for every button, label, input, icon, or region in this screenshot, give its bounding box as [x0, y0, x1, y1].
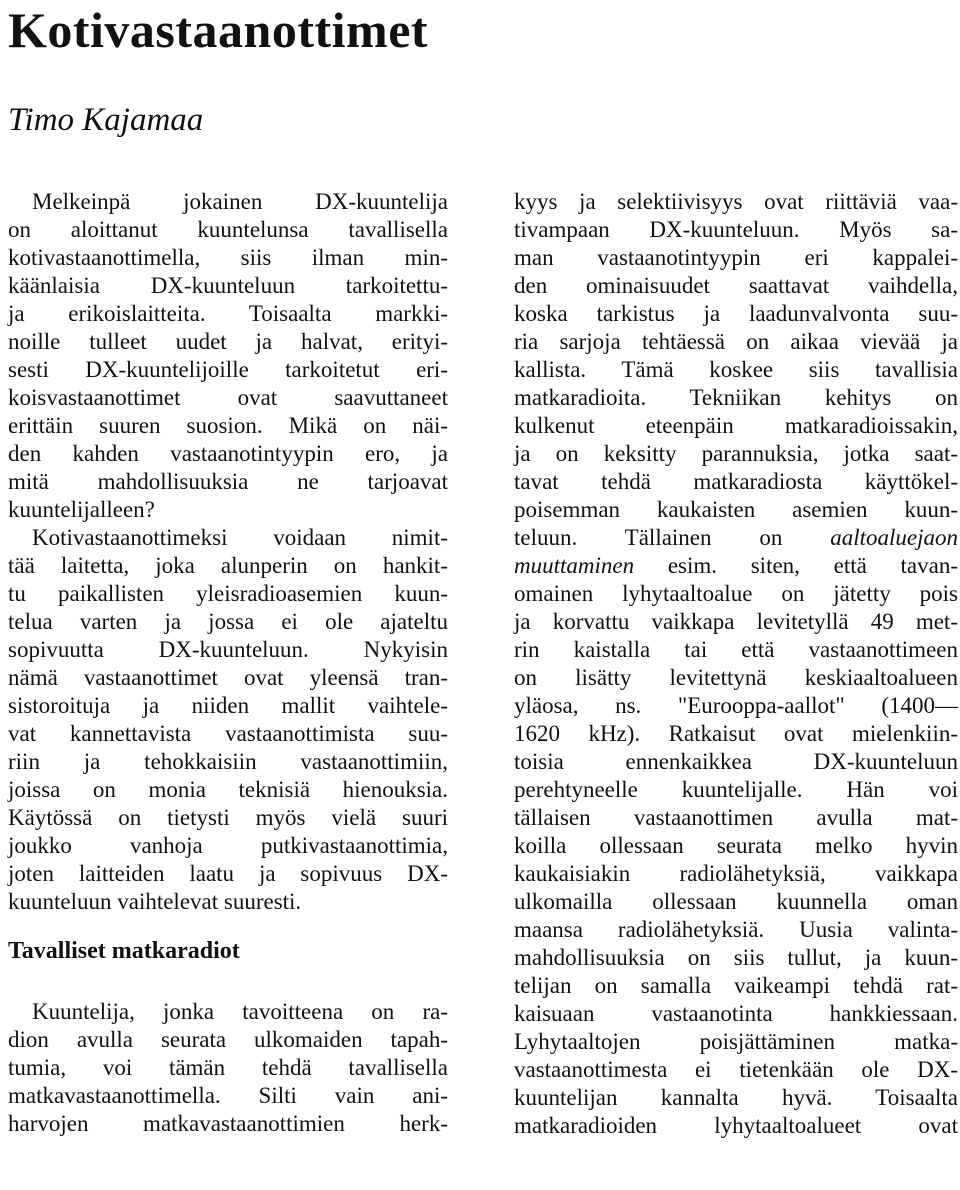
left-column: [8, 188, 448, 1138]
text-line: poisemman kaukaisten asemien kuun-: [514, 497, 958, 522]
right-column: [514, 188, 958, 1140]
text-line: joissa on monia teknisiä hienouksia.: [8, 777, 448, 802]
text-line: kuunteluun vaihtelevat suuresti.: [8, 889, 302, 914]
text-line: tää laitetta, joka alunperin on hankit-: [8, 553, 448, 578]
article-title: Kotivastaanottimet: [8, 2, 429, 58]
text-line: tu paikallisten yleisradioasemien kuun-: [8, 581, 448, 606]
text-line: 1620 kHz). Ratkaisut ovat mielenkiin-: [514, 721, 958, 746]
text-line: kotivastaanottimella, siis ilman min-: [8, 245, 448, 270]
text-line: harvojen matkavastaanottimien herk-: [8, 1111, 448, 1136]
text-line: kuuntelijalleen?: [8, 497, 155, 522]
text-line: Käytössä on tietysti myös vielä suuri: [8, 805, 448, 830]
text-line: vat kannettavista vastaanottimista suu-: [8, 721, 448, 746]
text-line: Kotivastaanottimeksi voidaan nimit-: [32, 525, 448, 550]
text-line: man vastaanotintyypin eri kappalei-: [514, 245, 958, 270]
text-line: mahdollisuuksia on siis tullut, ja kuun-: [514, 945, 958, 970]
paragraph-1: [8, 188, 448, 524]
text-line: tavat tehdä matkaradiosta käyttökel-: [514, 469, 958, 494]
text-line: joukko vanhoja putkivastaanottimia,: [8, 833, 448, 858]
paragraph-2: [8, 524, 448, 916]
section-heading: Tavalliset matkaradiot: [8, 938, 240, 964]
text-line: maansa radiolähetyksiä. Uusia valinta-: [514, 917, 958, 942]
text-line: kuuntelijan kannalta hyvä. Toisaalta: [514, 1085, 958, 1110]
text-line: on aloittanut kuuntelunsa tavallisella: [8, 217, 448, 242]
article-author: Timo Kajamaa: [8, 102, 204, 138]
text-line: Kuuntelija, jonka tavoitteena on ra-: [32, 999, 448, 1024]
text-line: telua varten ja jossa ei ole ajateltu: [8, 609, 448, 634]
text-line: den ominaisuudet saattavat vaihdella,: [514, 273, 958, 298]
text-line-mixed: [514, 552, 958, 580]
text-line: noille tulleet uudet ja halvat, erityi-: [8, 329, 448, 354]
text-line: joten laitteiden laatu ja sopivuus DX-: [8, 861, 448, 886]
text-line: nämä vastaanottimet ovat yleensä tran-: [8, 665, 448, 690]
text-line: ja on keksitty parannuksia, jotka saat-: [514, 441, 958, 466]
text-line-mixed: [514, 524, 958, 552]
text-line: toisia ennenkaikkea DX-kuunteluun: [514, 749, 958, 774]
text-line: kulkenut eteenpäin matkaradioissakin,: [514, 413, 958, 438]
text-line: matkavastaanottimella. Silti vain ani-: [8, 1083, 448, 1108]
text-line: ulkomailla ollessaan kuunnella oman: [514, 889, 958, 914]
text-line: perehtyneelle kuuntelijalle. Hän voi: [514, 777, 958, 802]
text-line: ja erikoislaitteita. Toisaalta markki-: [8, 301, 448, 326]
paragraph-3: [8, 998, 448, 1138]
text-line: vastaanottimesta ei tietenkään ole DX-: [514, 1057, 958, 1082]
text-line: rin kaistalla tai että vastaanottimeen: [514, 637, 958, 662]
text-line: yläosa, ns. "Eurooppa-aallot" (1400—: [514, 693, 958, 718]
text-line: Lyhytaaltojen poisjättäminen matka-: [514, 1029, 958, 1054]
text-line: sopivuutta DX-kuunteluun. Nykyisin: [8, 637, 448, 662]
text-line: koisvastaanottimet ovat saavuttaneet: [8, 385, 448, 410]
text-line: on lisätty levitettynä keskiaaltoalueen: [514, 665, 958, 690]
text-line: kyys ja selektiivisyys ovat riittäviä vaa-: [514, 189, 958, 214]
text-line: ja korvattu vaikkapa levitetyllä 49 met-: [514, 609, 958, 634]
text-line: tällaisen vastaanottimen avulla mat-: [514, 805, 958, 830]
text-line: käänlaisia DX-kuunteluun tarkoitettu-: [8, 273, 448, 298]
text-line: koilla ollessaan seurata melko hyvin: [514, 833, 958, 858]
text-line: Melkeinpä jokainen DX-kuuntelija: [32, 189, 448, 214]
text-line: telijan on samalla vaikeampi tehdä rat-: [514, 973, 958, 998]
text-line: riin ja tehokkaisiin vastaanottimiin,: [8, 749, 448, 774]
text-line: matkaradioiden lyhytaaltoalueet ovat: [514, 1113, 958, 1138]
text-line: den kahden vastaanotintyypin ero, ja: [8, 441, 448, 466]
text-line: erittäin suuren suosion. Mikä on näi-: [8, 413, 448, 438]
text-line: kaisuaan vastaanotinta hankkiessaan.: [514, 1001, 958, 1026]
text-line: ria sarjoja tehtäessä on aikaa vievää ja: [514, 329, 958, 354]
text-line: dion avulla seurata ulkomaiden tapah-: [8, 1027, 448, 1052]
text-line: omainen lyhytaaltoalue on jätetty pois: [514, 581, 958, 606]
text-line: tumia, voi tämän tehdä tavallisella: [8, 1055, 448, 1080]
text-line: kallista. Tämä koskee siis tavallisia: [514, 357, 958, 382]
text-line: koska tarkistus ja laadunvalvonta suu-: [514, 301, 958, 326]
italic-term: aaltoaluejaon: [830, 525, 959, 550]
text-line: sistoroituja ja niiden mallit vaihtele-: [8, 693, 448, 718]
italic-term: muuttaminen: [514, 553, 635, 578]
text-line: kaukaisiakin radiolähetyksiä, vaikkapa: [514, 861, 958, 886]
text-line: sesti DX-kuuntelijoille tarkoitetut eri-: [8, 357, 448, 382]
text-span: esim. siten, että tavan-: [667, 553, 959, 578]
text-line: matkaradioita. Tekniikan kehitys on: [514, 385, 958, 410]
text-line: mitä mahdollisuuksia ne tarjoavat: [8, 469, 448, 494]
text-line: tivampaan DX-kuunteluun. Myös sa-: [514, 217, 958, 242]
text-span: teluun. Tällainen on: [514, 525, 783, 550]
